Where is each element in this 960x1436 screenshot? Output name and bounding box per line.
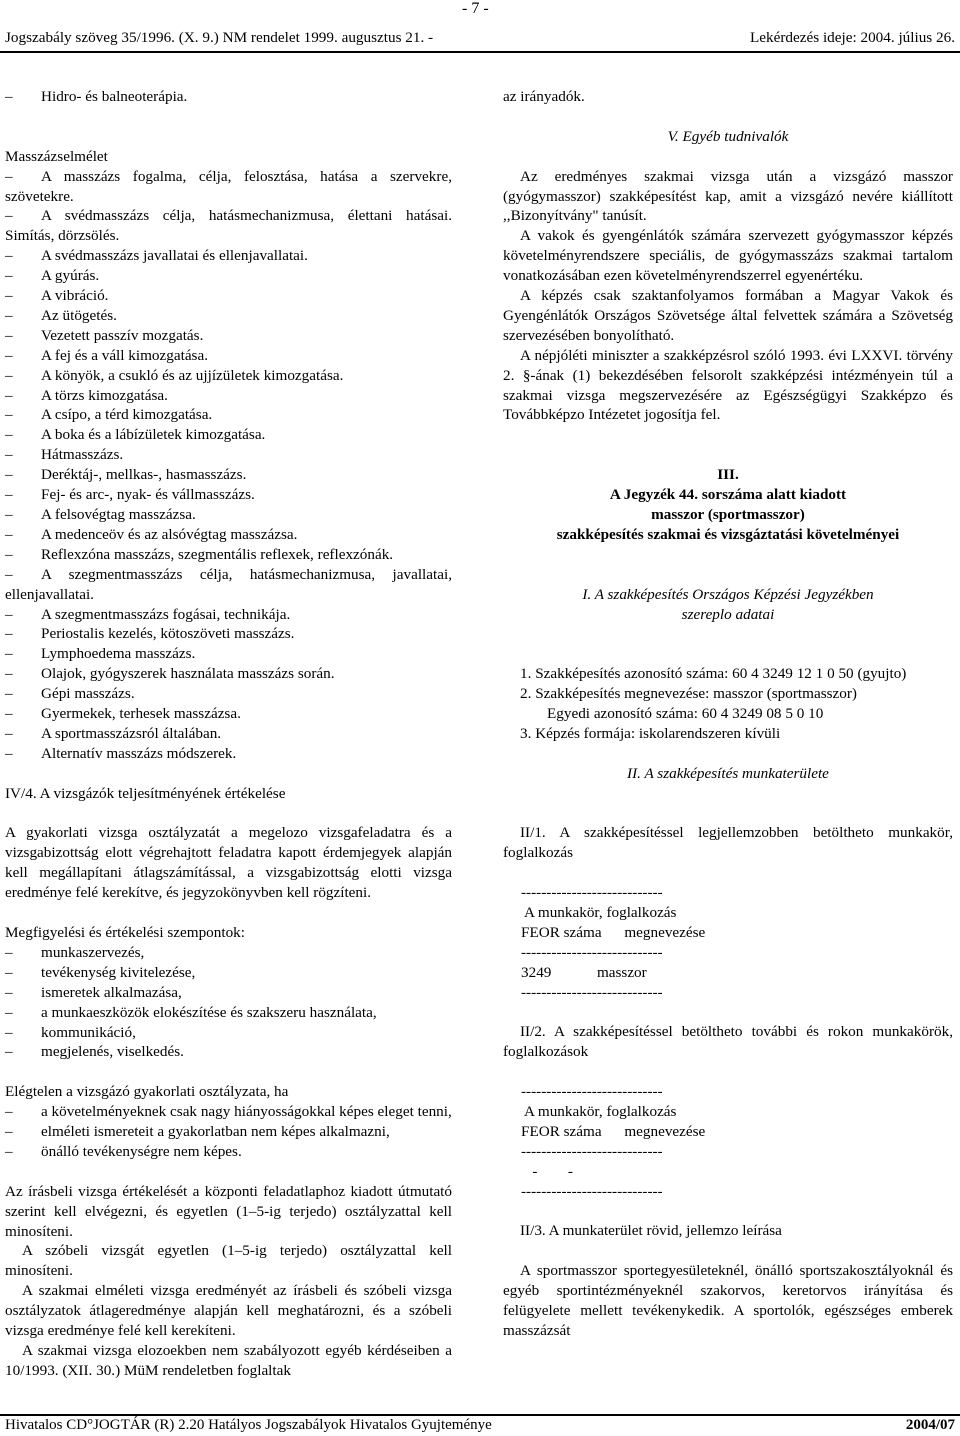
running-header — [5, 29, 955, 47]
table-header: A munkakör, foglalkozás — [521, 904, 677, 922]
table-row: - - — [521, 1162, 573, 1180]
paragraph: Megfigyelési és értékelési szempontok: — [5, 924, 245, 941]
list-item: – A gyúrás. — [5, 267, 100, 285]
section-heading: I. A szakképesítés Országos Képzési Jegyzékben szereplo adatai — [582, 585, 874, 623]
list-item: – A sportmasszázsról általában. — [5, 724, 222, 742]
list-item: – Lymphoedema masszázs. — [5, 645, 196, 663]
table-rule: ---------------------------- — [521, 943, 663, 961]
list-item: – a munkaeszközök elokészítése és szakszeru használata, — [5, 1003, 377, 1021]
section-heading: IV/4. A vizsgázók teljesítményének értékelése — [5, 784, 286, 802]
chapter-title: A Jegyzék 44. sorszáma alatt kiadott — [609, 486, 847, 504]
section-heading: II/3. A munkaterület rövid, jellemzo leírása — [520, 1222, 782, 1240]
list-item: 1. Szakképesítés azonosító száma: 60 4 3249 12 1 0 50 (gyujto) — [520, 665, 907, 683]
section-heading: II. A szakképesítés munkaterülete — [627, 764, 829, 782]
chapter-title: masszor (sportmasszor) — [651, 505, 805, 523]
footer-left: Hivatalos CD°JOGTÁR (R) 2.20 Hatályos Jogszabályok Hivatalos Gyujteménye — [5, 1417, 492, 1433]
section-heading: Masszázselmélet — [5, 147, 108, 165]
list-item: – elméleti ismereteit a gyakorlatban nem képes alkalmazni, — [5, 1123, 390, 1141]
chapter-number: III. — [717, 466, 739, 484]
paragraph: A képzés csak szaktanfolyamos formában a Magyar Vakok és Gyengénlátók Országos Szövetsége által felvettek számára a Szövetség szervezésében bonyolítható. — [503, 287, 953, 344]
paragraph: Elégtelen a vizsgázó gyakorlati osztályzata, ha — [5, 1083, 289, 1101]
list-item: – a követelményeknek csak nagy hiányosságokkal képes eleget tenni, — [5, 1103, 452, 1121]
list-item: 3. Képzés formája: iskolarendszeren kívüli — [520, 724, 781, 742]
list-item: – Gyermekek, terhesek masszázsa. — [5, 705, 241, 723]
paragraph: A vakok és gyengénlátók számára szervezett gyógymasszor képzés követelményrendszere speciális, de gyógymasszázs szakmai tartalom vonatkozásában ezen követelményrendszerrel egyenértéku. — [503, 227, 953, 285]
list-item: 2. Szakképesítés megnevezése: masszor (sportmasszor) — [520, 685, 857, 703]
list-item: – tevékenység kivitelezése, — [5, 963, 196, 981]
list-item: – A fej és a váll kimozgatása. — [5, 346, 209, 364]
list-item: – A vibráció. — [5, 287, 109, 305]
list-item: – Alternatív masszázs módszerek. — [5, 744, 237, 762]
paragraph: II/1. A szakképesítéssel legjellemzobben betöltheto munkakör, foglalkozás — [503, 824, 953, 862]
list-item: – Hátmasszázs. — [5, 446, 124, 464]
list-item: – A szegmentmasszázs célja, hatásmechanizmusa, javallatai, ellenjavallatai. — [5, 565, 452, 603]
table-rule: ---------------------------- — [521, 1182, 663, 1200]
list-item: – A masszázs fogalma, célja, felosztása, hatása a szervekre, szövetekre. — [5, 167, 452, 205]
list-item: – kommunikáció, — [5, 1023, 136, 1041]
list-item: – A medenceöv és az alsóvégtag masszázsa. — [5, 525, 298, 543]
list-item: – A svédmasszázs célja, hatásmechanizmusa, élettani hatásai. Simítás, dörzsölés. — [5, 207, 452, 245]
chapter-title: szakképesítés szakmai és vizsgáztatási követelményei — [556, 525, 900, 543]
right-column — [503, 87, 953, 1341]
list-item: – A svédmasszázs javallatai és ellenjavallatai. — [5, 247, 308, 265]
paragraph: A szóbeli vizsgát egyetlen (1–5-ig terjedo) osztályzattal kell minosíteni. — [5, 1242, 452, 1280]
paragraph: A gyakorlati vizsga osztályzatát a megelozo vizsgafeladatra és a vizsgabizottság elott végrehajtott feladatra kapott érdemjegyek alapján kell megállapítani átlagszámítással, a vizsgabizottság elotti vizsga eredménye felé kerekítve, és jegyzokönyvben kell rögzíteni. — [5, 824, 452, 902]
header-rule — [0, 51, 960, 53]
running-footer — [5, 1417, 955, 1434]
list-item: – Deréktáj-, mellkas-, hasmasszázs. — [5, 466, 247, 484]
table-rule: ---------------------------- — [521, 983, 663, 1001]
left-column — [5, 87, 452, 1381]
table-rule: ---------------------------- — [521, 884, 663, 902]
list-item: – A felsovégtag masszázsa. — [5, 506, 196, 524]
table-rule: ---------------------------- — [521, 1083, 663, 1101]
table-row: 3249 masszor — [521, 963, 647, 981]
list-item: – A csípo, a térd kimozgatása. — [5, 406, 213, 424]
list-item: – megjelenés, viselkedés. — [5, 1043, 184, 1061]
list-item: – Az ütögetés. — [5, 306, 117, 324]
paragraph: A szakmai elméleti vizsga eredményét az írásbeli és szóbeli vizsga osztályzatok átlageredménye alapján kell meghatározni, és a szóbeli vizsga eredménye felé kell kerekíteni. — [5, 1282, 452, 1340]
paragraph: A sportmasszor sportegyesületeknél, önálló sportszakosztályoknál és egyéb sportintézményeknél szakorvos, keretorvos irányítása és felügyelete mellett tevékenykedik. A sportolók, egészséges emberek masszázsát — [503, 1262, 953, 1339]
section-heading: V. Egyéb tudnivalók — [667, 127, 789, 145]
table-rule: ---------------------------- — [521, 1142, 663, 1160]
footer-rule — [0, 1414, 960, 1416]
paragraph: II/2. A szakképesítéssel betöltheto további és rokon munkakörök, foglalkozások — [503, 1023, 953, 1061]
list-item: – Periostalis kezelés, kötoszöveti masszázs. — [5, 625, 295, 643]
list-item: – Hidro- és balneoterápia. — [5, 88, 188, 105]
paragraph: Az írásbeli vizsga értékelését a központi feladatlaphoz kiadott útmutató szerint kell elvégezni, és egyetlen (1–5-ig terjedo) osztályzattal kell minosíteni. — [5, 1182, 452, 1240]
list-item: – Reflexzóna masszázs, szegmentális reflexek, reflexzónák. — [5, 545, 394, 563]
paragraph: A szakmai vizsga elozoekben nem szabályozott egyéb kérdéseiben a 10/1993. (XII. 30.) MüM rendeletben foglaltak — [5, 1342, 452, 1379]
table-header: FEOR száma megnevezése — [521, 923, 706, 941]
list-item: – Olajok, gyógyszerek használata masszázs során. — [5, 665, 335, 683]
paragraph: Az eredményes szakmai vizsga után a vizsgázó masszor (gyógymasszor) szakképesítést kap, amit a vizsgázó nevére kiállított ,,Bizonyítvány" tanúsít. — [503, 167, 953, 225]
list-item: – Gépi masszázs. — [5, 685, 135, 703]
list-item: – A törzs kimozgatása. — [5, 386, 168, 404]
table-header: FEOR száma megnevezése — [521, 1122, 706, 1140]
list-item: – A könyök, a csukló és az ujjízületek kimozgatása. — [5, 366, 344, 384]
list-item: – ismeretek alkalmazása, — [5, 983, 182, 1001]
list-item: – munkaszervezés, — [5, 943, 145, 961]
list-item: – A boka és a lábízületek kimozgatása. — [5, 426, 266, 444]
list-item: Egyedi azonosító száma: 60 4 3249 08 5 0 10 — [547, 705, 824, 723]
list-item: – önálló tevékenységre nem képes. — [5, 1142, 242, 1160]
paragraph: A népjóléti miniszter a szakképzésrol szóló 1993. évi LXXVI. törvény 2. §-ának (1) bekezdésében felsorolt szakképzési intézményein túl a szakmai vizsga megszervezésére az Egészségügyi Szakképzo és Továbbképzo Intézetet jogosítja fel. — [503, 346, 953, 424]
header-right: Lekérdezés ideje: 2004. július 26. — [750, 29, 955, 46]
list-item: – A szegmentmasszázs fogásai, technikája. — [5, 605, 291, 623]
table-header: A munkakör, foglalkozás — [521, 1103, 677, 1121]
list-item: – Vezetett passzív mozgatás. — [5, 326, 204, 344]
footer-right: 2004/07 — [905, 1417, 955, 1433]
list-item: – Fej- és arc-, nyak- és vállmasszázs. — [5, 486, 255, 504]
page-number: - 7 - — [462, 0, 489, 17]
paragraph: az irányadók. — [503, 88, 585, 105]
header-left: Jogszabály szöveg 35/1996. (X. 9.) NM rendelet 1999. augusztus 21. - — [5, 29, 434, 46]
